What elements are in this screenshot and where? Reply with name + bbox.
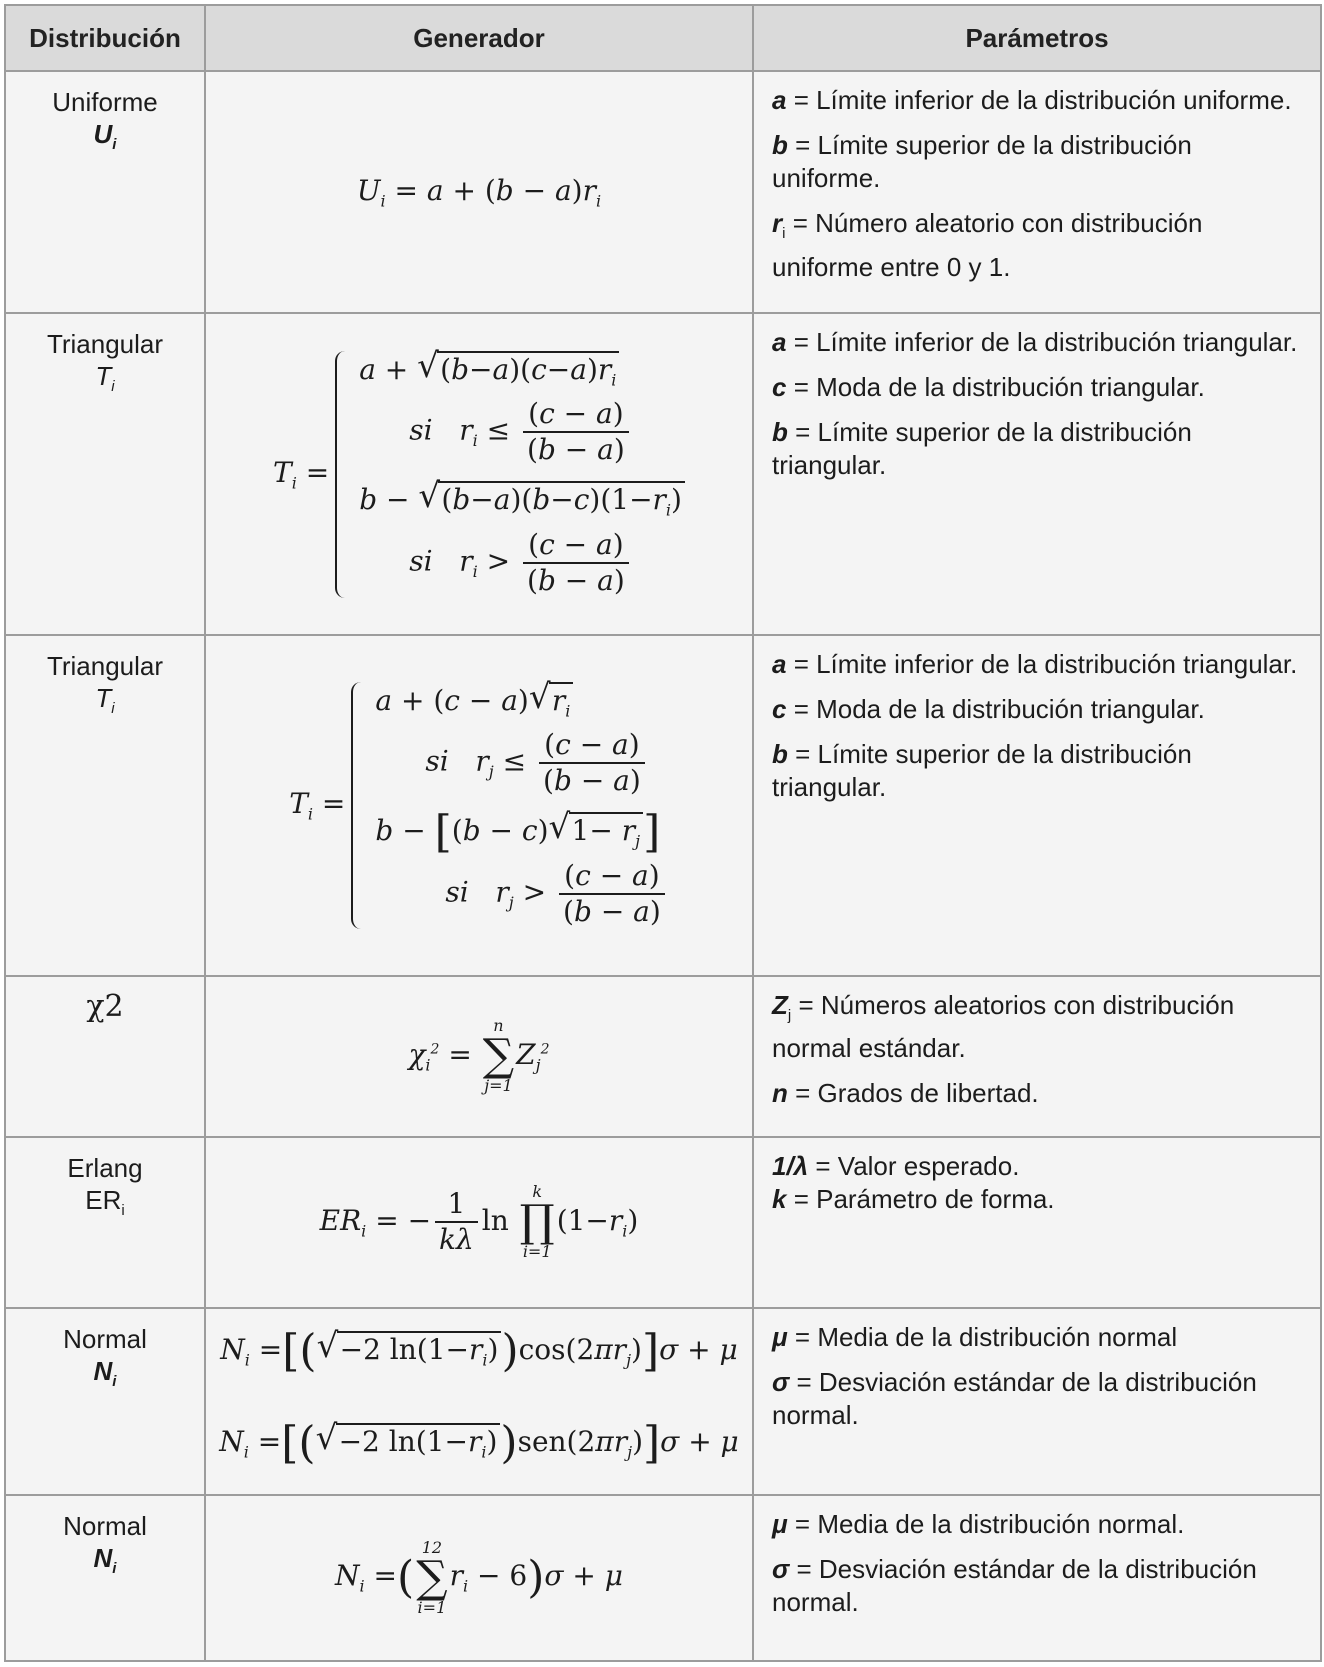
parameter-item: $Z_j$ = Números aleatorios con distribución normal estándar. <box>772 989 1235 1063</box>
header-row <box>5 5 1321 71</box>
table-row-normal-1 <box>5 1308 1321 1495</box>
parameters-cell <box>753 1137 1321 1308</box>
distribution-name: Normal <box>63 1324 147 1355</box>
generator-formula-triangular-1: $T_i$ = a + √ $(b-a)(c-a)r_i$ si $r_i$ ≤ $\frac{(c - a)}{(b - a)}$ b − √ $(b-a)(b-c)(1-r_i)$ si $r_i$ > $\frac{(c - a)}{(b - a)}$ <box>205 313 753 635</box>
parameters-cell <box>753 976 1321 1137</box>
distribution-name: χ2 <box>86 988 124 1024</box>
distribution-symbol: $N_i$ <box>93 1356 117 1391</box>
distribution-cell <box>5 1308 205 1495</box>
parameter-item: 1/λ = Valor esperado. <box>772 1150 1020 1181</box>
parameter-item: c = Moda de la distribución triangular. <box>772 372 1205 403</box>
parameter-item: μ = Media de la distribución normal. <box>772 1508 1185 1539</box>
parameter-item: k = Parámetro de forma. <box>772 1183 1055 1214</box>
generator-formula-triangular-2: $T_i$ = a + (c − a)√ $r_i$ si $r_j$ ≤ $\frac{(c - a)}{(b - a)}$ b − [(b − c)√ $1- r_j$] si $r_j$ > $\frac{(c - a)}{(b - a)}$ <box>205 635 753 975</box>
parameter-item: b = Límite superior de la distribución uniforme. <box>772 130 1192 194</box>
generator-formula-erlang: $ER_i$ = − $\frac{1}{k\lambda}$ ln k ∏ i=1 $(1-r_i)$ <box>205 1137 753 1308</box>
parameter-item: σ = Desviación estándar de la distribución normal. <box>772 1553 1257 1617</box>
parameter-item: $r_i$ = Número aleatorio con distribución uniforme entre 0 y 1. <box>772 208 1203 282</box>
distribution-cell <box>5 313 205 635</box>
distribution-cell <box>5 976 205 1137</box>
table-row-normal-2 <box>5 1495 1321 1661</box>
header-generator: Generador <box>205 5 753 71</box>
distribution-generators-table <box>4 4 1322 1662</box>
parameter-item: a = Límite inferior de la distribución triangular. <box>772 649 1298 680</box>
table-row-erlang <box>5 1137 1321 1308</box>
parameters-cell <box>753 1495 1321 1661</box>
parameters-cell <box>753 313 1321 635</box>
distribution-symbol: $T_i$ <box>95 683 115 718</box>
header-distribution: Distribución <box>5 5 205 71</box>
parameter-item: a = Límite inferior de la distribución triangular. <box>772 327 1298 358</box>
generator-formula-normal-2: $N_i$ =( 12 ∑ i=1 $r_i - 6)\sigma + \mu$ <box>205 1495 753 1661</box>
distribution-name: Erlang <box>67 1152 143 1183</box>
distribution-cell <box>5 71 205 313</box>
generator-formula-normal-1: $N_i$ =[(√ −2 $\ln(1-r_i))\cos(2\pi r_j)]\sigma + \mu$ $N_i$ =[(√ −2 $\ln(1-r_i))sen(2\pi r_j)]\sigma + \mu$ <box>205 1308 753 1495</box>
distribution-name: Triangular <box>46 651 164 682</box>
distribution-name: Normal <box>63 1510 147 1541</box>
generator-formula-uniform: $U_i = a + (b - a)r_i$ <box>205 71 753 313</box>
parameter-item: μ = Media de la distribución normal <box>772 1322 1178 1353</box>
distribution-symbol: $ER_i$ <box>85 1184 125 1219</box>
parameter-item: c = Moda de la distribución triangular. <box>772 694 1205 725</box>
distribution-symbol: $U_i$ <box>93 119 117 154</box>
distribution-cell <box>5 635 205 975</box>
parameters-cell <box>753 71 1321 313</box>
table-row-triangular-2 <box>5 635 1321 975</box>
parameters-cell <box>753 635 1321 975</box>
parameter-item: b = Límite superior de la distribución triangular. <box>772 739 1192 803</box>
generator-formula-chi-square: $\chi_i^2$ = n ∑ j=1 $Z_j^2$ <box>205 976 753 1137</box>
distribution-symbol: $N_i$ <box>93 1542 117 1578</box>
parameter-item: σ = Desviación estándar de la distribución normal. <box>772 1367 1257 1431</box>
distribution-name: Uniforme <box>52 87 158 118</box>
parameters-cell <box>753 1308 1321 1495</box>
distribution-cell <box>5 1495 205 1661</box>
parameter-item: n = Grados de libertad. <box>772 1077 1039 1108</box>
distribution-symbol: $T_i$ <box>95 361 115 396</box>
header-parameters: Parámetros <box>753 5 1321 71</box>
table-row-triangular-1 <box>5 313 1321 635</box>
distribution-name: Triangular <box>46 329 164 360</box>
parameter-item: b = Límite superior de la distribución triangular. <box>772 417 1192 481</box>
parameter-item: a = Límite inferior de la distribución uniforme. <box>772 85 1292 116</box>
table-row-uniform <box>5 71 1321 313</box>
table-row-chi-square <box>5 976 1321 1137</box>
distribution-cell <box>5 1137 205 1308</box>
